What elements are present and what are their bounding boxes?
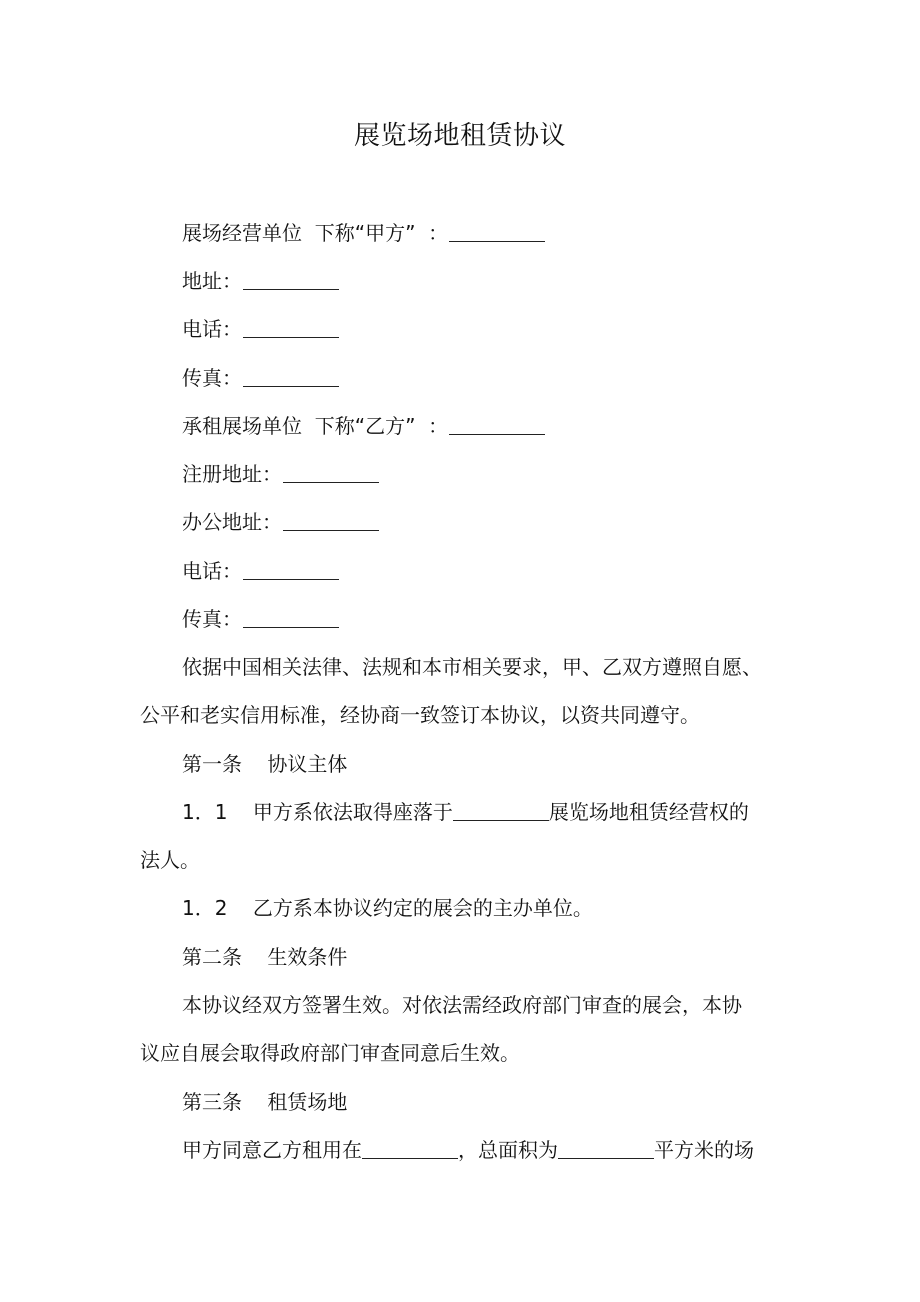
preamble-line-2: 公平和老实信用标准，经协商一致签订本协议，以资共同遵守。 xyxy=(140,703,700,727)
party-b-office-address-blank[interactable] xyxy=(283,510,379,531)
party-a-unit-blank[interactable] xyxy=(449,221,545,242)
party-b-phone-blank[interactable] xyxy=(243,559,339,580)
party-b-office-address-label: 办公地址： xyxy=(182,510,282,534)
party-b-unit-blank[interactable] xyxy=(449,414,545,435)
party-b-phone-line xyxy=(182,556,790,586)
article-1-clause-1-suffix: 展览场地租赁经营权的 xyxy=(548,800,749,824)
party-b-reg-address-line xyxy=(182,459,790,489)
party-a-address-blank[interactable] xyxy=(243,269,339,290)
article-1-location-blank[interactable] xyxy=(453,800,549,821)
party-b-reg-address-blank[interactable] xyxy=(283,462,379,483)
party-a-fax-line xyxy=(182,363,790,393)
article-3-line-1-b: ，总面积为 xyxy=(458,1138,558,1162)
article-2-line-2: 议应自展会取得政府部门审查同意后生效。 xyxy=(140,1041,520,1065)
article-3-line-1 xyxy=(182,1135,790,1165)
party-b-unit-label: 承租展场单位 下称“乙方” ： xyxy=(182,414,449,438)
party-a-unit-label: 展场经营单位 下称“甲方” ： xyxy=(182,221,449,245)
party-a-fax-blank[interactable] xyxy=(243,366,339,387)
party-a-unit-line xyxy=(182,218,790,248)
party-b-unit-line xyxy=(182,411,790,441)
article-3-area-blank[interactable] xyxy=(558,1138,654,1159)
article-2-line-1: 本协议经双方签署生效。对依法需经政府部门审查的展会，本协 xyxy=(182,993,742,1017)
party-b-office-address-line xyxy=(182,507,790,537)
party-a-phone-blank[interactable] xyxy=(243,317,339,338)
article-3-line-1-c: 平方米的场 xyxy=(654,1138,754,1162)
article-1-clause-2: 1．2 乙方系本协议约定的展会的主办单位。 xyxy=(182,896,593,920)
article-3-line-1-a: 甲方同意乙方租用在 xyxy=(182,1138,362,1162)
article-1-clause-1-cont: 法人。 xyxy=(140,848,200,872)
article-1-clause-1-prefix: 1．1 甲方系依法取得座落于 xyxy=(182,800,453,824)
party-b-phone-label: 电话： xyxy=(182,559,242,583)
party-a-address-label: 地址： xyxy=(182,269,242,293)
party-b-reg-address-label: 注册地址： xyxy=(182,462,282,486)
party-a-phone-label: 电话： xyxy=(182,317,242,341)
party-a-phone-line xyxy=(182,314,790,344)
party-b-fax-line xyxy=(182,604,790,634)
party-b-fax-label: 传真： xyxy=(182,607,242,631)
article-3-heading: 第三条 租赁场地 xyxy=(182,1090,348,1114)
party-b-fax-blank[interactable] xyxy=(243,607,339,628)
article-1-heading: 第一条 协议主体 xyxy=(182,752,348,776)
document-title: 展览场地租赁协议 xyxy=(353,121,566,151)
article-3-location-blank[interactable] xyxy=(362,1138,458,1159)
article-2-heading: 第二条 生效条件 xyxy=(182,945,348,969)
article-1-clause-1 xyxy=(182,797,790,827)
preamble-line-1: 依据中国相关法律、法规和本市相关要求，甲、乙双方遵照自愿、 xyxy=(182,655,762,679)
party-a-fax-label: 传真： xyxy=(182,366,242,390)
party-a-address-line xyxy=(182,266,790,296)
